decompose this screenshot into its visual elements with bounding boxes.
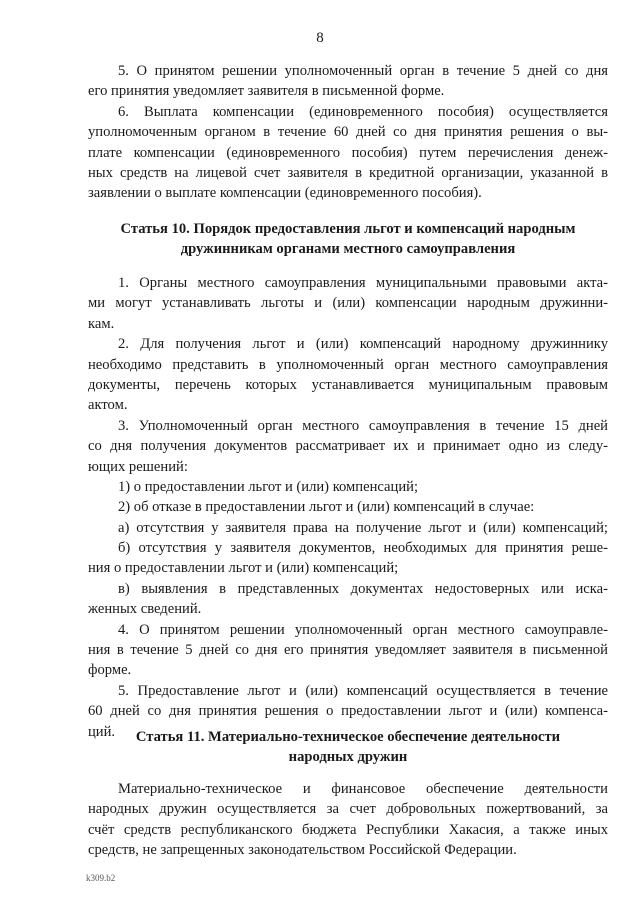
text-line: 1) о предоставлении льгот и (или) компенсаций; xyxy=(118,478,419,495)
text-line: средств, не запрещенных законодательством Российской Федерации. xyxy=(88,842,517,859)
text-line: ций. xyxy=(88,723,116,740)
text-line: 60 дней со дня принятия решения о предоставлении льгот и (или) компенса- xyxy=(88,703,608,720)
article-11-body xyxy=(88,779,608,861)
article-11-heading xyxy=(88,727,608,768)
text-line: 5. Предоставление льгот и (или) компенсаций осуществляется в течение xyxy=(118,682,608,699)
text-line: женных сведений. xyxy=(88,601,202,618)
text-line: 5. О принятом решении уполномоченный орган в течение 5 дней со дня xyxy=(118,63,608,79)
article-10-body xyxy=(88,273,608,742)
text-line: счёт средств республиканского бюджета Республики Хакасия, а также иных xyxy=(88,821,608,838)
text-line: в) выявления в представленных документах недостоверных или иска- xyxy=(118,580,608,597)
text-line: со дня получения документов рассматривает их и принимает одно из следу- xyxy=(88,438,608,455)
text-line: Материально-техническое и финансовое обеспечение деятельности xyxy=(118,781,608,797)
text-line: 3. Уполномоченный орган местного самоуправления в течение 15 дней xyxy=(118,417,608,434)
text-line: кам. xyxy=(88,315,115,332)
text-line: ных средств на лицевой счет заявителя в кредитной организации, указанной в xyxy=(88,164,608,181)
document-code: k309.b2 xyxy=(86,873,116,883)
text-line: уполномоченным органом в течение 60 дней со дня принятия решения о вы- xyxy=(88,124,608,141)
text-line: ющих решений: xyxy=(88,458,188,475)
text-line: народных дружин осуществляется за счет добровольных пожертвований, за xyxy=(88,801,608,818)
text-line: форме. xyxy=(88,662,132,679)
page-number: 8 xyxy=(316,30,324,46)
heading-line: дружинникам органами местного самоуправления xyxy=(180,241,516,258)
text-line: ми могут устанавливать льготы и (или) компенсации народным дружинни- xyxy=(88,295,608,312)
heading-line: Статья 10. Порядок предоставления льгот и компенсаций народным xyxy=(120,221,576,237)
text-line: заявлении о выплате компенсации (единовременного пособия). xyxy=(88,185,482,202)
text-line: 6. Выплата компенсации (единовременного пособия) осуществляется xyxy=(118,103,608,120)
text-line: актом. xyxy=(88,397,128,414)
text-line: 4. О принятом решении уполномоченный орган местного самоуправле- xyxy=(118,621,608,638)
text-line: б) отсутствия у заявителя документов, необходимых для принятия реше- xyxy=(118,540,608,557)
text-line: документы, перечень которых устанавливается муниципальным правовым xyxy=(88,376,608,393)
text-line: а) отсутствия у заявителя права на получение льгот и (или) компенсаций; xyxy=(118,519,608,536)
text-line: его принятия уведомляет заявителя в письменной форме. xyxy=(88,83,445,100)
text-line: 1. Органы местного самоуправления муниципальными правовыми акта- xyxy=(118,275,608,291)
article-10-heading xyxy=(88,219,608,260)
heading-line: народных дружин xyxy=(288,749,408,766)
text-line: ния о предоставлении льгот и (или) компенсаций; xyxy=(88,560,399,577)
article-9-tail xyxy=(88,61,608,204)
text-line: 2) об отказе в предоставлении льгот и (или) компенсаций в случае: xyxy=(118,499,535,516)
text-line: необходимо представить в уполномоченный орган местного самоуправления xyxy=(88,356,608,373)
text-line: 2. Для получения льгот и (или) компенсаций народному дружиннику xyxy=(118,336,608,353)
text-line: плате компенсации (единовременного пособия) путем перечисления денеж- xyxy=(88,144,608,161)
heading-line: Статья 11. Материально-техническое обеспечение деятельности xyxy=(135,729,561,745)
text-line: ния в течение 5 дней со дня его принятия уведомляет заявителя в письменной xyxy=(88,642,608,659)
